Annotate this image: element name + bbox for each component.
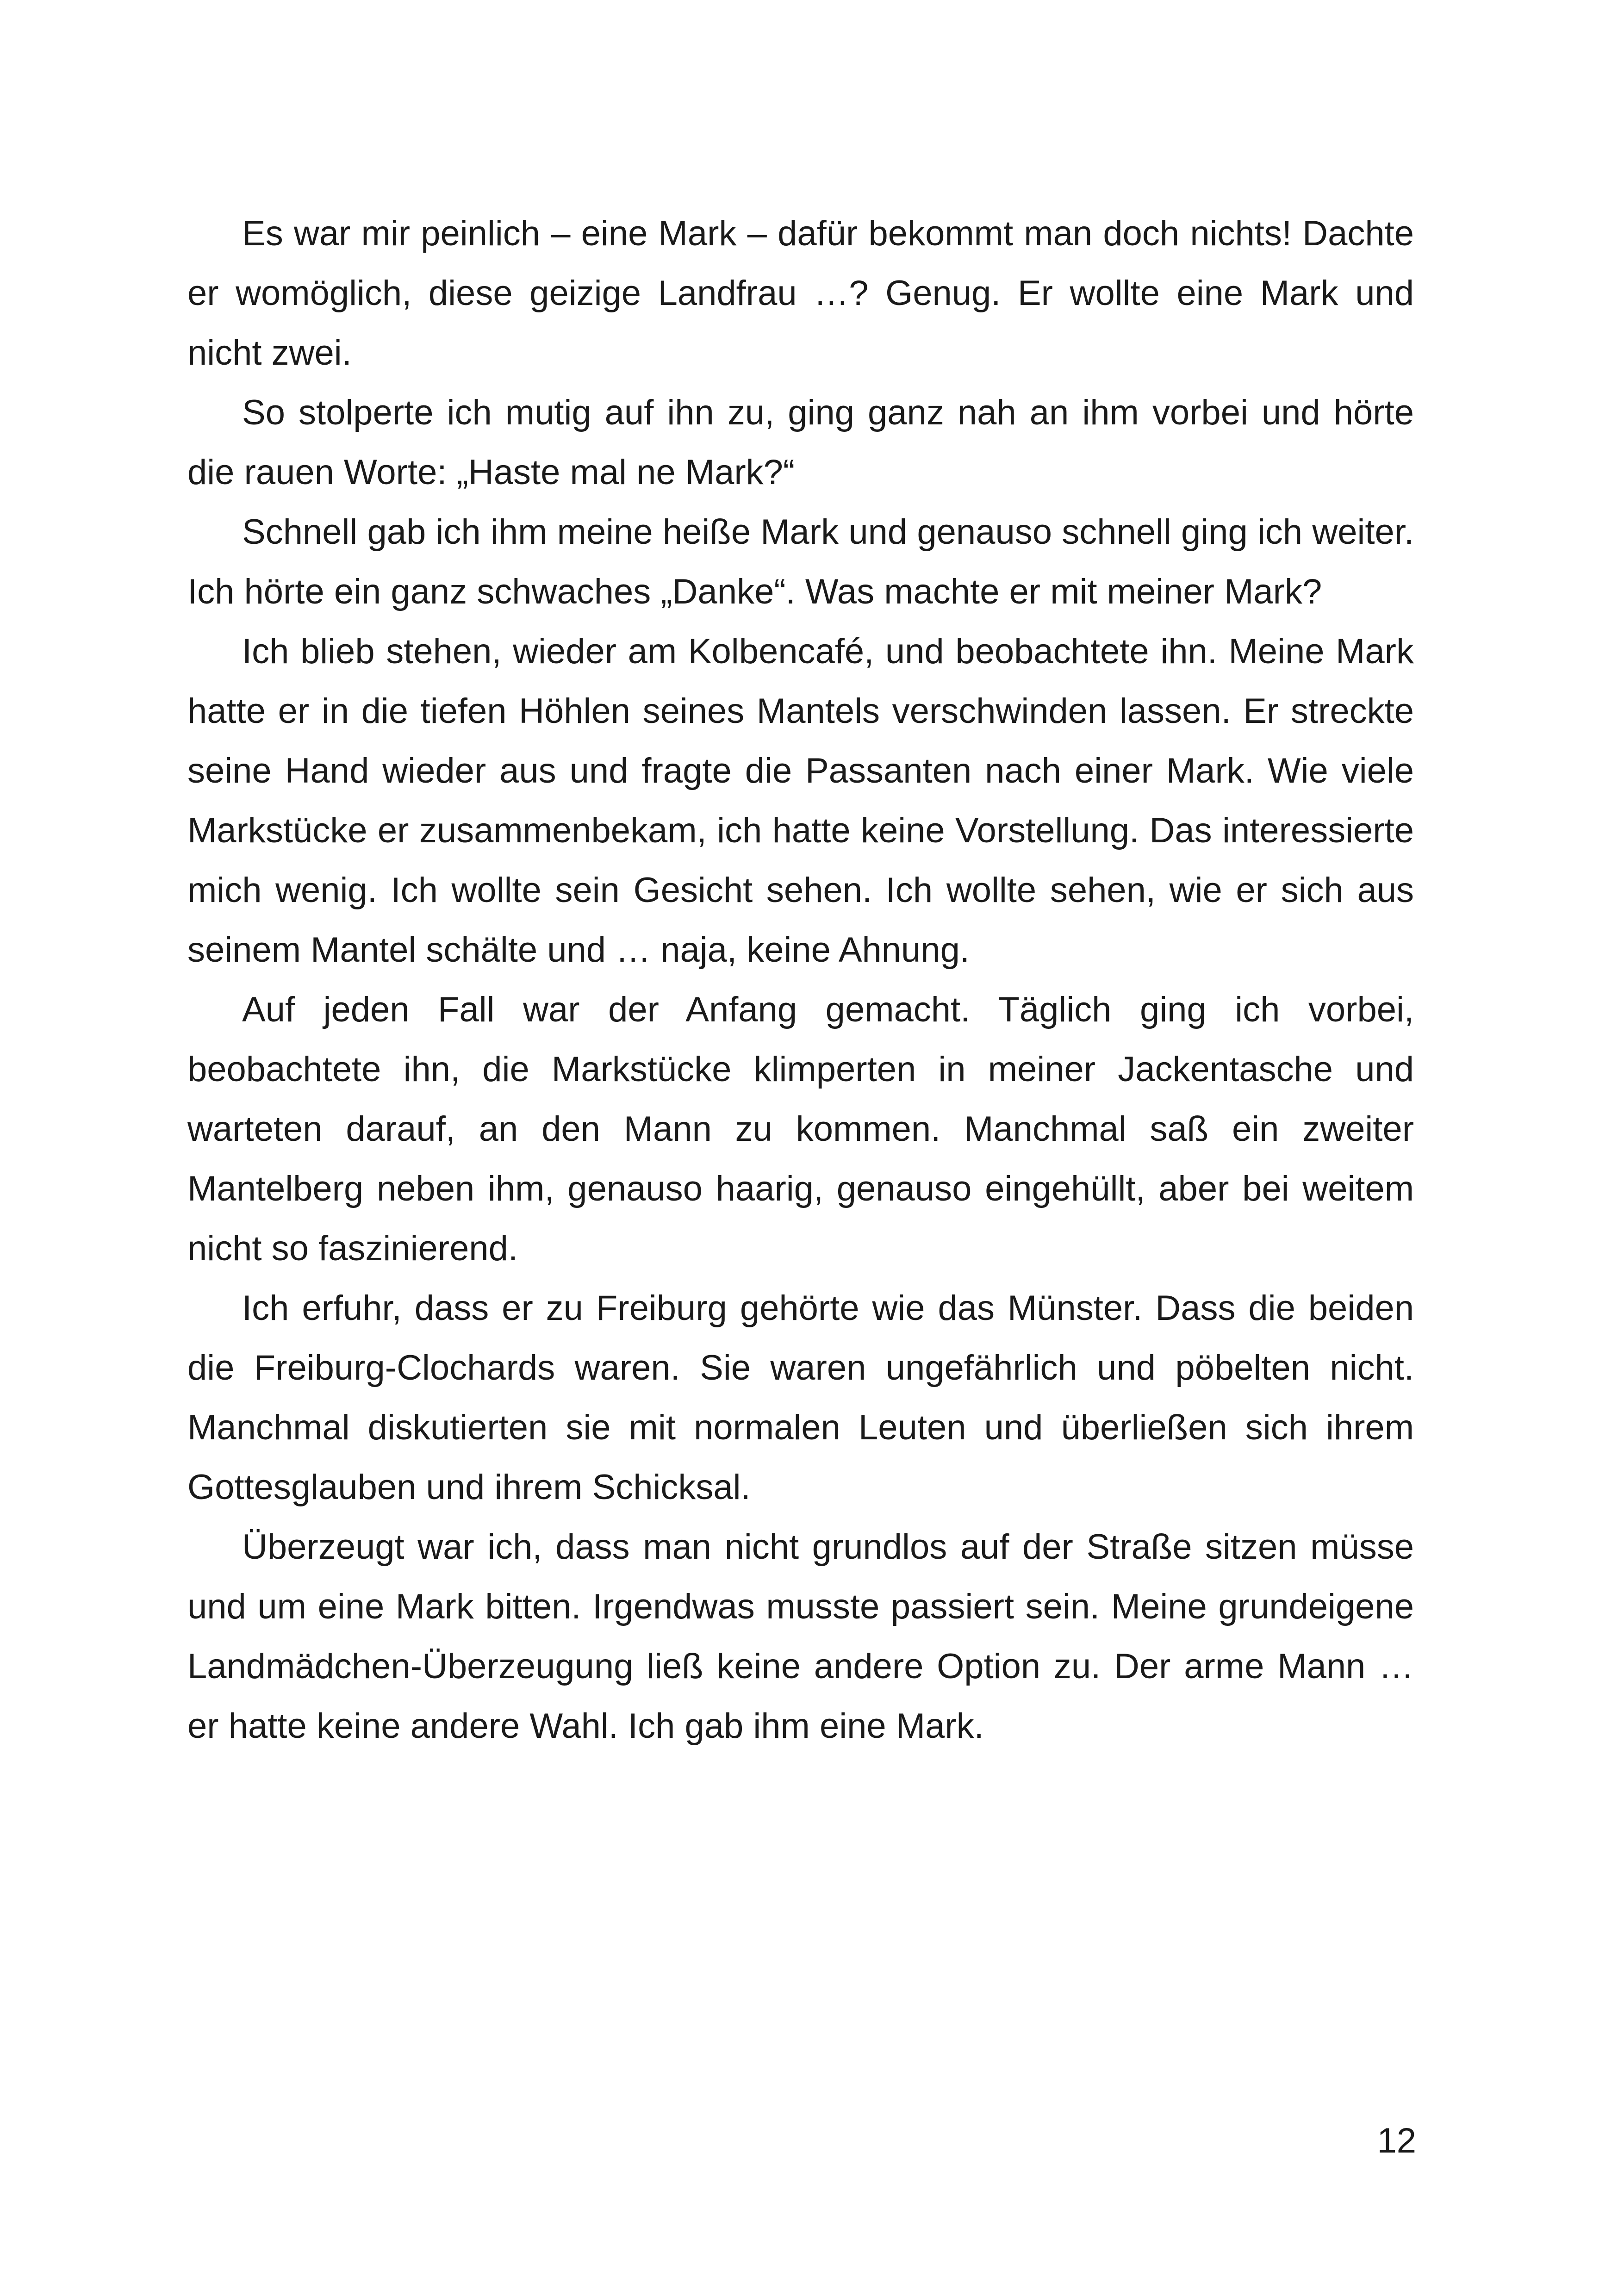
paragraph: So stolperte ich mutig auf ihn zu, ging ganz nah an ihm vorbei und hörte die rauen Worte: „Haste mal ne Mark?“ [187, 393, 1414, 492]
paragraph: Es war mir peinlich – eine Mark – dafür bekommt man doch nichts! Dachte er womöglich, diese geizige Landfrau …? Genug. Er wollte eine Mark und nicht zwei. [187, 214, 1414, 373]
paragraph: Auf jeden Fall war der Anfang gemacht. Täglich ging ich vorbei, beobachtete ihn, die Markstücke klimperten in meiner Jackentasche und warteten darauf, an den Mann zu kommen. Manchmal saß ein zweiter Mantelberg neben ihm, genauso haarig, genauso eingehüllt, aber bei weitem nicht so faszinierend. [187, 990, 1414, 1268]
paragraph: Überzeugt war ich, dass man nicht grundlos auf der Straße sitzen müsse und um eine Mark bitten. Irgendwas musste passiert sein. Meine grundeigene Landmädchen-Überzeugung ließ keine andere Option zu. Der arme Mann … er hatte keine andere Wahl. Ich gab ihm eine Mark. [187, 1527, 1414, 1746]
paragraph: Ich blieb stehen, wieder am Kolbencafé, und beobachtete ihn. Meine Mark hatte er in die tiefen Höhlen seines Mantels verschwinden lassen. Er streckte seine Hand wieder aus und fragte die Passanten nach einer Mark. Wie viele Markstücke er zusammenbekam, ich hatte keine Vorstellung. Das interessierte mich wenig. Ich wollte sein Gesicht sehen. Ich wollte sehen, wie er sich aus seinem Mantel schälte und … naja, keine Ahnung. [187, 632, 1414, 970]
paragraph: Ich erfuhr, dass er zu Freiburg gehörte wie das Münster. Dass die beiden die Freiburg-Clochards waren. Sie waren ungefährlich und pöbelten nicht. Manchmal diskutierten sie mit normalen Leuten und überließen sich ihrem Gottesglauben und ihrem Schicksal. [187, 1288, 1414, 1507]
paragraph: Schnell gab ich ihm meine heiße Mark und genauso schnell ging ich weiter. Ich hörte ein ganz schwaches „Danke“. Was machte er mit meiner Mark? [187, 512, 1414, 611]
body-text [187, 204, 1414, 1756]
page-number: 12 [1377, 2121, 1416, 2160]
